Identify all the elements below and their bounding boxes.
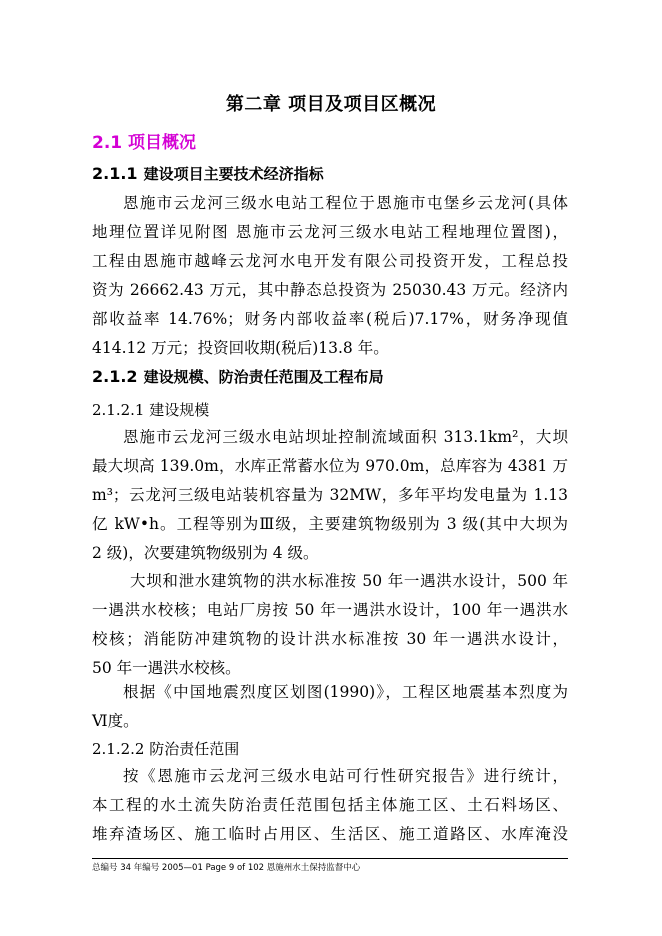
text-line: 部收益率 14.76%；财务内部收益率(税后)7.17%，财务净现值 bbox=[92, 310, 568, 328]
text-line: 工程由恩施市越峰云龙河水电开发有限公司投资开发，工程总投 bbox=[92, 252, 568, 270]
page-footer: 总编号 34 年编号 2005—01 Page 9 of 102 恩施州水土保持监督中心 bbox=[92, 863, 361, 873]
text-line: 恩施市云龙河三级水电站工程位于恩施市屯堡乡云龙河(具体 bbox=[123, 194, 568, 212]
text-line: 亿 kW•h。工程等别为Ⅲ级，主要建筑物级别为 3 级(其中大坝为 bbox=[92, 515, 568, 533]
footer-divider bbox=[92, 858, 568, 859]
subsection-title: 建设项目主要技术经济指标 bbox=[143, 165, 324, 183]
text-line: 414.12 万元；投资回收期(税后)13.8 年。 bbox=[92, 339, 389, 357]
text-line: 最大坝高 139.0m，水库正常蓄水位为 970.0m，总库容为 4381 万 bbox=[92, 457, 568, 475]
text-line: 2 级)，次要建筑物级别为 4 级。 bbox=[92, 544, 319, 562]
text-line: m³；云龙河三级电站装机容量为 32MW，多年平均发电量为 1.13 bbox=[92, 486, 568, 504]
text-line: 根据《中国地震烈度区划图(1990)》，工程区地震基本烈度为 bbox=[123, 683, 568, 701]
paragraph-flood-standard bbox=[92, 567, 568, 683]
chapter-title: 第二章 项目及项目区概况 bbox=[225, 94, 437, 115]
text-line: 校核；消能防冲建筑物的设计洪水标准按 30 年一遇洪水设计， bbox=[92, 630, 568, 648]
text-line: 堆弃渣场区、施工临时占用区、生活区、施工道路区、水库淹没 bbox=[92, 825, 568, 843]
subsection-heading-2-1-2 bbox=[92, 366, 384, 387]
subsection-title: 建设规模、防治责任范围及工程布局 bbox=[143, 368, 384, 386]
paragraph-scale bbox=[92, 423, 568, 568]
text-line: 本工程的水土流失防治责任范围包括主体施工区、土石料场区、 bbox=[92, 796, 568, 814]
heading-2-1-2-1: 2.1.2.1 建设规模 bbox=[92, 401, 210, 419]
text-line: Ⅵ度。 bbox=[92, 712, 139, 730]
paragraph-seismic bbox=[92, 678, 568, 736]
heading-2-1-2-2: 2.1.2.2 防治责任范围 bbox=[92, 740, 240, 758]
paragraph-overview bbox=[92, 189, 568, 363]
text-line: 一遇洪水校核；电站厂房按 50 年一遇洪水设计，100 年一遇洪水 bbox=[92, 601, 568, 619]
text-line: 大坝和泄水建筑物的洪水标准按 50 年一遇洪水设计，500 年 bbox=[130, 572, 568, 590]
subsection-number: 2.1.1 bbox=[92, 164, 138, 183]
text-line: 50 年一遇洪水校核。 bbox=[92, 659, 241, 677]
text-line: 恩施市云龙河三级水电站坝址控制流域面积 313.1km²，大坝 bbox=[123, 428, 568, 446]
subsection-number: 2.1.2 bbox=[92, 367, 138, 386]
text-line: 地理位置详见附图 恩施市云龙河三级水电站工程地理位置图)， bbox=[92, 223, 568, 241]
section-heading-2-1: 2.1 项目概况 bbox=[92, 133, 197, 153]
text-line: 按《恩施市云龙河三级水电站可行性研究报告》进行统计， bbox=[123, 767, 568, 785]
text-line: 资为 26662.43 万元，其中静态总投资为 25030.43 万元。经济内 bbox=[92, 281, 568, 299]
paragraph-responsibility-scope bbox=[92, 762, 568, 849]
subsection-heading-2-1-1 bbox=[92, 163, 324, 184]
